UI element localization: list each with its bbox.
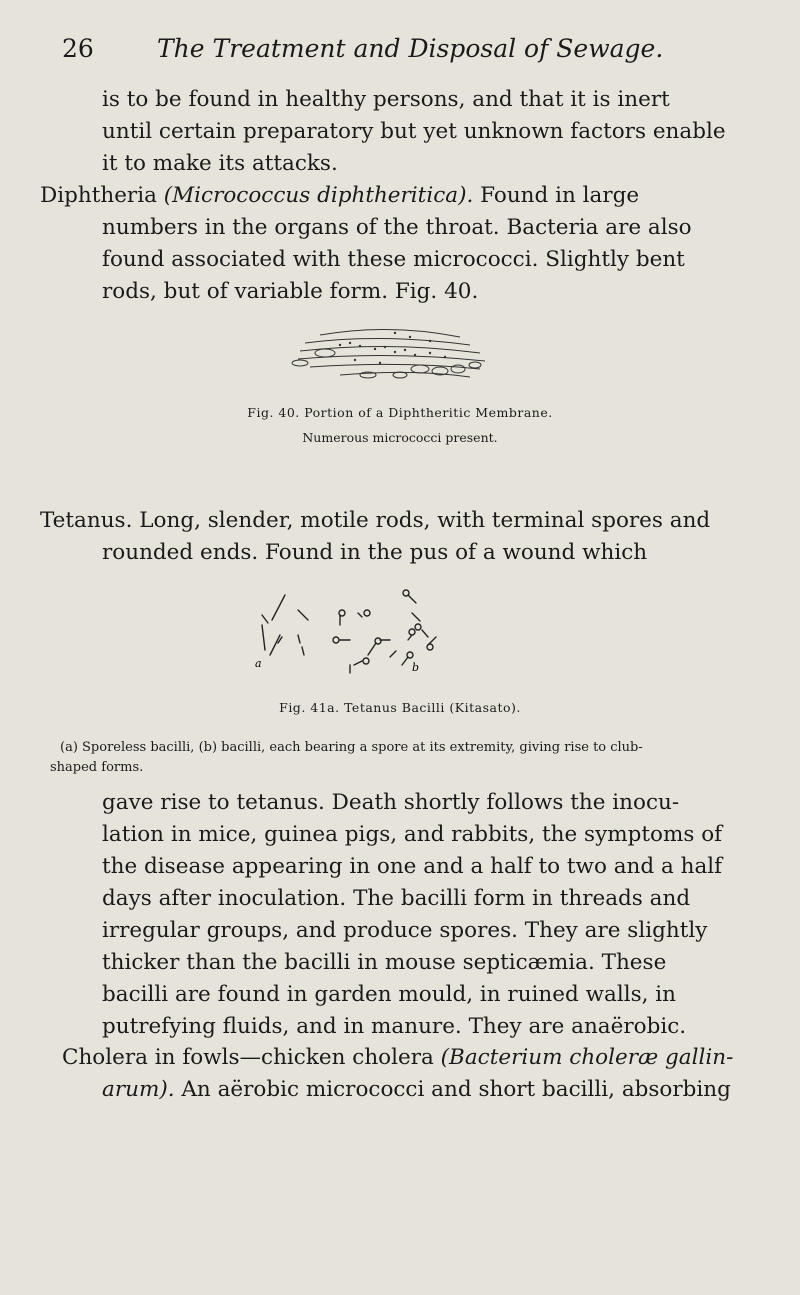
page-number: 26 <box>62 34 94 63</box>
tetanus-bacilli-illustration <box>250 585 550 675</box>
figure-41a-caption: Fig. 41a. Tetanus Bacilli (Kitasato). <box>279 700 521 715</box>
latin-name-cont: arum). <box>102 1077 175 1102</box>
running-header <box>62 34 663 63</box>
text-line: putrefying fluids, and in manure. They are anaërobic. <box>102 1014 687 1039</box>
note-line: (a) Sporeless bacilli, (b) bacilli, each bearing a spore at its extremity, giving rise to club- <box>60 740 643 755</box>
text-line: gave rise to tetanus. Death shortly follows the inocu- <box>102 790 680 815</box>
text-line <box>40 180 760 212</box>
paragraph-tetanus-continued <box>102 787 782 1043</box>
term-cholera: Cholera in fowls—chicken cholera <box>62 1045 434 1070</box>
figure-40-caption: Fig. 40. Portion of a Diphtheritic Membrane. <box>247 405 553 420</box>
text-line: until certain preparatory but yet unknown factors enable <box>102 119 726 144</box>
term-diphtheria: Diphtheria <box>40 183 157 208</box>
diphtheritic-membrane-illustration <box>280 325 500 385</box>
running-title: The Treatment and Disposal of Sewage. <box>157 34 664 63</box>
latin-name: (Micrococcus diphtheritica). <box>163 183 474 208</box>
text-line: the disease appearing in one and a half to two and a half <box>102 854 723 879</box>
paragraph-tetanus <box>40 505 762 569</box>
text-line: irregular groups, and produce spores. They are slightly <box>102 918 708 943</box>
text-line: is to be found in healthy persons, and that it is inert <box>102 87 670 112</box>
text-line <box>40 505 762 537</box>
latin-name: (Bacterium choleræ gallin- <box>440 1045 734 1070</box>
text-fragment: Found in large <box>473 183 640 208</box>
figure-41a-note <box>50 738 770 778</box>
text-line: rounded ends. Found in the pus of a wound which <box>102 540 648 565</box>
text-line <box>62 1042 782 1074</box>
text-line: bacilli are found in garden mould, in ruined walls, in <box>102 982 677 1007</box>
figure-label-a: a <box>255 657 262 670</box>
text-line <box>62 1074 782 1106</box>
paragraph-cholera <box>62 1042 782 1106</box>
figure-40-subcaption: Numerous micrococci present. <box>302 430 498 445</box>
text-line: lation in mice, guinea pigs, and rabbits, the symptoms of <box>102 822 723 847</box>
text-line: thicker than the bacilli in mouse septicæmia. These <box>102 950 667 975</box>
paragraph-intro <box>62 84 742 180</box>
paragraph-diphtheria <box>40 180 760 308</box>
text-line: found associated with these micrococci. Slightly bent <box>102 247 685 272</box>
text-fragment: Long, slender, motile rods, with terminal spores and <box>132 508 711 533</box>
note-line: shaped forms. <box>50 760 144 775</box>
figure-label-b: b <box>412 661 420 674</box>
term-tetanus: Tetanus. <box>40 508 133 533</box>
text-fragment: An aërobic micrococci and short bacilli, absorbing <box>174 1077 731 1102</box>
text-line: it to make its attacks. <box>102 151 338 176</box>
text-line: numbers in the organs of the throat. Bacteria are also <box>102 215 692 240</box>
text-line: rods, but of variable form. Fig. 40. <box>102 279 479 304</box>
text-line: days after inoculation. The bacilli form in threads and <box>102 886 691 911</box>
